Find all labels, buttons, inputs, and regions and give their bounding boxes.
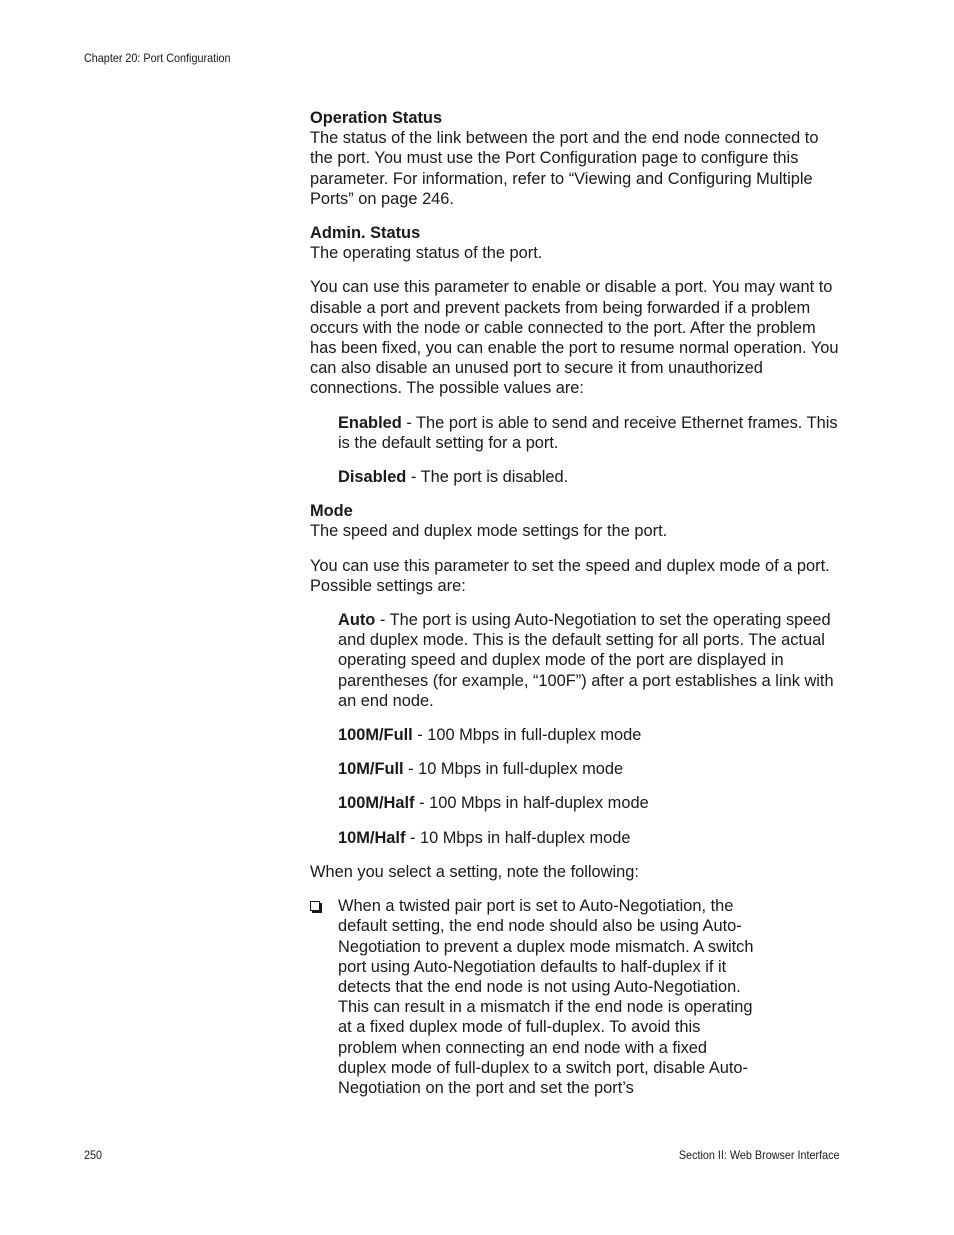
option-10m-half [338,828,845,848]
option-100m-half [338,793,845,813]
option-desc: - 100 Mbps in full-duplex mode [412,726,642,745]
paragraph: You can use this parameter to set the speed and duplex mode of a port. Possible settings are: [310,556,830,595]
option-desc: - The port is using Auto-Negotiation to set the operating speed and duplex mode. This is the default setting for all ports. The actual operating speed and duplex mode of the port are displayed in parentheses (for example, “100F”) after a port establishes a link with an end node. [338,611,834,710]
option-auto [338,610,845,711]
bullet-text: When a twisted pair port is set to Auto-Negotiation, the default setting, the end node should also be using Auto-Negotiation to prevent a duplex mode mismatch. A switch port using Auto-Negotiation defaults to half-duplex if it detects that the end node is not using Auto-Negotiation. This can result in a mismatch if the end node is operating at a fixed duplex mode of full-duplex. To avoid this problem when connecting an end node with a fixed duplex mode of full-duplex to a switch port, disable Auto-Negotiation on the port and set the port’s [338,897,754,1097]
bullet-item [310,896,758,1098]
section-operation-status [310,108,845,209]
option-desc: - The port is able to send and receive Ethernet frames. This is the default setting for a port. [338,413,838,452]
option-desc: - The port is disabled. [406,468,569,487]
paragraph: The status of the link between the port and the end node connected to the port. You must use the Port Configuration page to configure this parameter. For information, refer to “Viewing and Configuring Multiple Ports” on page 246. [310,129,819,208]
section-heading: Operation Status [310,109,443,127]
section-mode [310,501,845,1098]
checkbox-bullet-icon [310,901,320,911]
option-term: 100M/Half [338,794,415,813]
option-term: Disabled [338,468,407,487]
option-desc: - 10 Mbps in full-duplex mode [403,760,624,779]
option-10m-full [338,759,845,779]
paragraph: You can use this parameter to enable or disable a port. You may want to disable a port and prevent packets from being forwarded if a problem occurs with the node or cable connected to the port. After the problem has been fixed, you can enable the port to resume normal operation. You can also disable an unused port to secure it from unauthorized connections. The possible values are: [310,278,839,398]
option-term: 10M/Half [338,828,406,847]
option-term: 100M/Full [338,726,413,745]
paragraph: When you select a setting, note the following: [310,862,639,881]
option-term: Enabled [338,413,402,432]
option-disabled [338,467,845,487]
paragraph: The operating status of the port. [310,244,543,263]
option-term: 10M/Full [338,760,404,779]
paragraph: The speed and duplex mode settings for the port. [310,522,668,541]
option-enabled [338,413,845,453]
section-admin-status [310,223,845,487]
section-heading: Admin. Status [310,224,421,243]
page-body [310,108,845,1112]
section-heading: Mode [310,502,353,521]
running-footer: Section II: Web Browser Interface [679,1148,840,1162]
option-term: Auto [338,611,376,630]
option-desc: - 100 Mbps in half-duplex mode [414,794,649,813]
running-header: Chapter 20: Port Configuration [84,51,231,65]
option-100m-full [338,725,845,745]
page-number: 250 [84,1148,103,1162]
option-desc: - 10 Mbps in half-duplex mode [405,828,631,847]
